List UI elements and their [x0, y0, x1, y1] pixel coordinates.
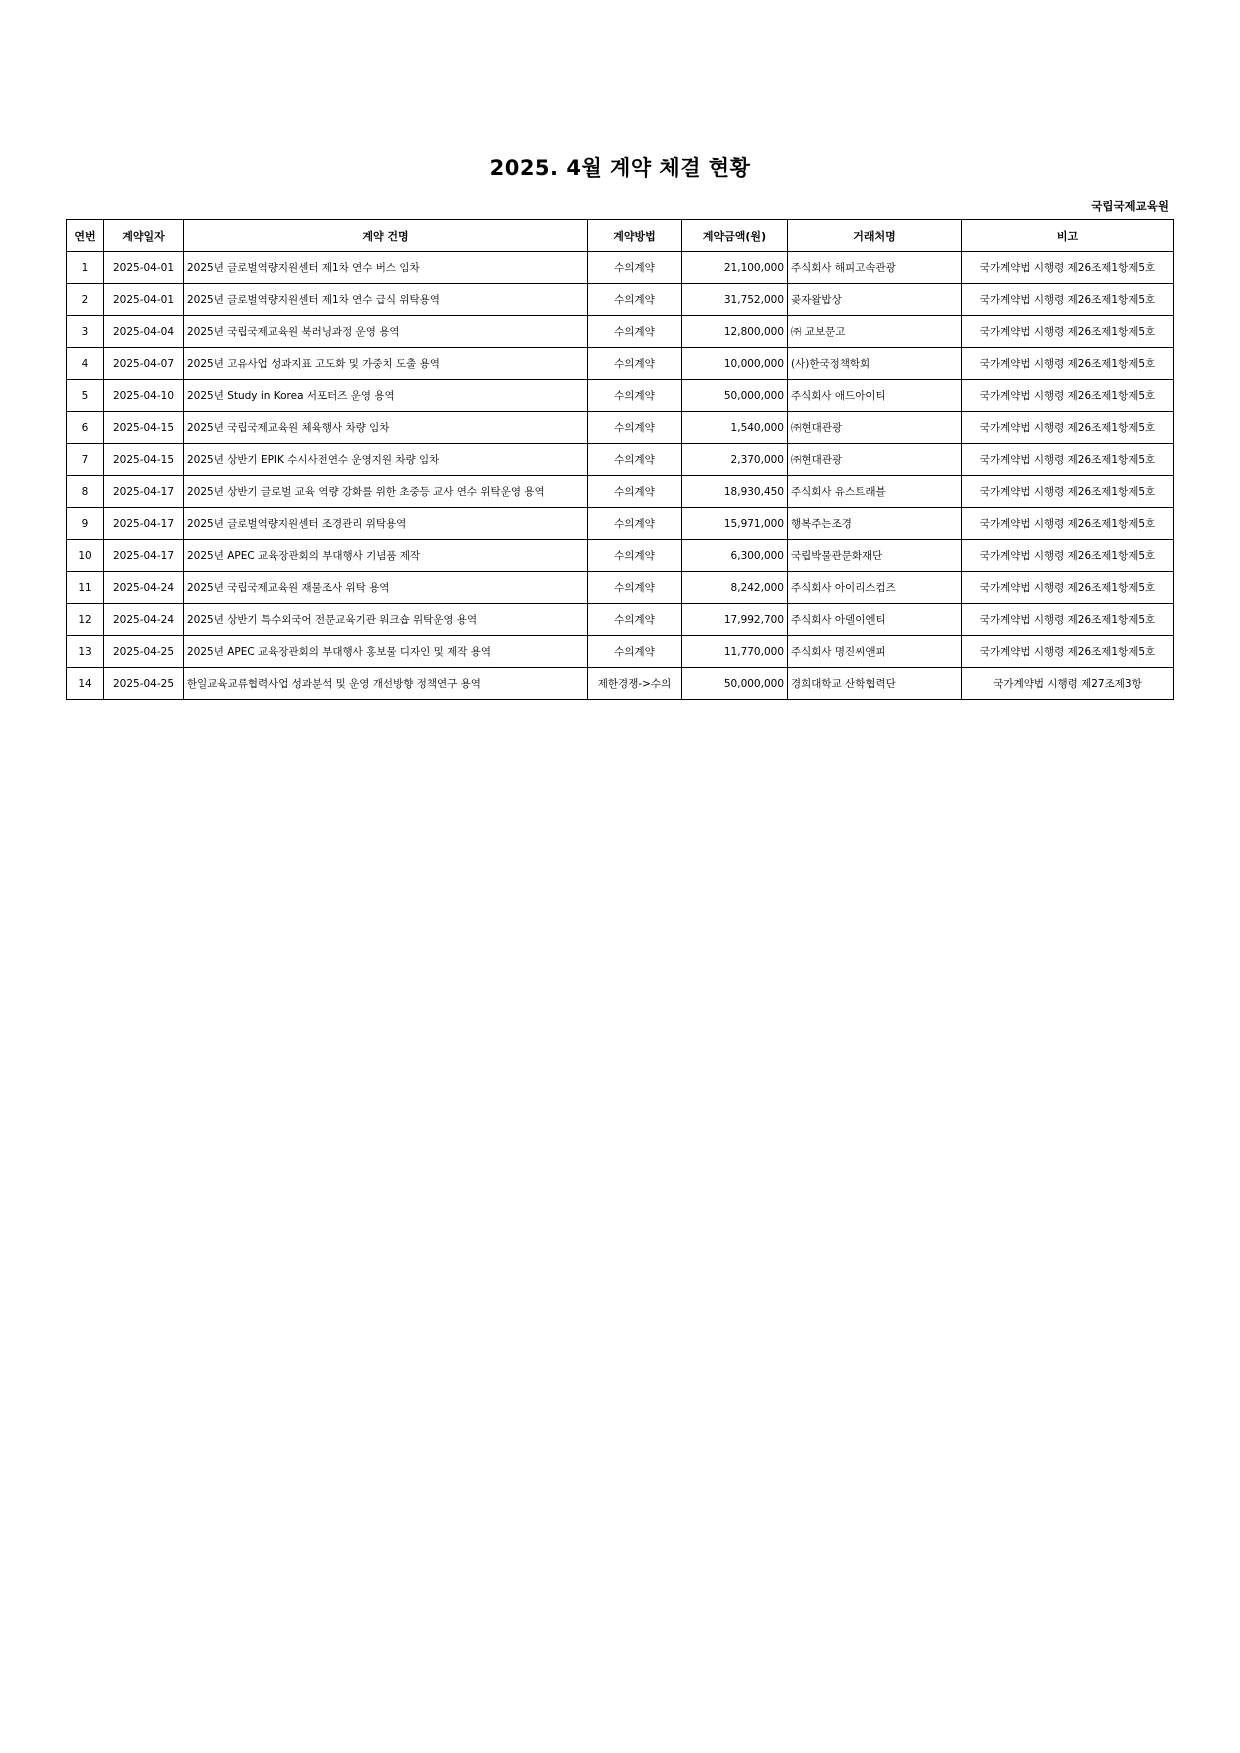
cell-remarks: 국가계약법 시행령 제26조제1항제5호 [962, 316, 1174, 348]
cell-contract-name: 2025년 글로벌역량지원센터 조경관리 위탁용역 [184, 508, 588, 540]
cell-no: 10 [67, 540, 104, 572]
cell-method: 수의계약 [588, 444, 682, 476]
cell-date: 2025-04-07 [104, 348, 184, 380]
cell-no: 6 [67, 412, 104, 444]
table-row [67, 476, 1174, 508]
cell-remarks: 국가계약법 시행령 제26조제1항제5호 [962, 572, 1174, 604]
cell-no: 5 [67, 380, 104, 412]
cell-remarks: 국가계약법 시행령 제26조제1항제5호 [962, 412, 1174, 444]
cell-amount: 50,000,000 [682, 380, 788, 412]
cell-vendor: 주식회사 아델이엔티 [788, 604, 962, 636]
cell-amount: 12,800,000 [682, 316, 788, 348]
cell-contract-name: 2025년 상반기 글로벌 교육 역량 강화를 위한 초중등 교사 연수 위탁운영 용역 [184, 476, 588, 508]
cell-method: 수의계약 [588, 284, 682, 316]
cell-amount: 17,992,700 [682, 604, 788, 636]
cell-date: 2025-04-24 [104, 572, 184, 604]
header-no: 연번 [67, 220, 104, 252]
cell-amount: 11,770,000 [682, 636, 788, 668]
cell-remarks: 국가계약법 시행령 제27조제3항 [962, 668, 1174, 700]
cell-date: 2025-04-01 [104, 284, 184, 316]
cell-vendor: 행복주는조경 [788, 508, 962, 540]
cell-vendor: 주식회사 명진씨앤피 [788, 636, 962, 668]
cell-vendor: ㈜ 교보문고 [788, 316, 962, 348]
cell-remarks: 국가계약법 시행령 제26조제1항제5호 [962, 476, 1174, 508]
table-row [67, 348, 1174, 380]
cell-method: 수의계약 [588, 252, 682, 284]
cell-contract-name: 2025년 글로벌역량지원센터 제1차 연수 급식 위탁용역 [184, 284, 588, 316]
cell-contract-name: 2025년 고유사업 성과지표 고도화 및 가중치 도출 용역 [184, 348, 588, 380]
header-vendor: 거래처명 [788, 220, 962, 252]
cell-no: 7 [67, 444, 104, 476]
page-title: 2025. 4월 계약 체결 현황 [489, 156, 751, 180]
cell-amount: 6,300,000 [682, 540, 788, 572]
cell-remarks: 국가계약법 시행령 제26조제1항제5호 [962, 252, 1174, 284]
cell-contract-name: 2025년 상반기 EPIK 수시사전연수 운영지원 차량 임차 [184, 444, 588, 476]
cell-date: 2025-04-10 [104, 380, 184, 412]
table-row [67, 412, 1174, 444]
cell-amount: 18,930,450 [682, 476, 788, 508]
cell-no: 9 [67, 508, 104, 540]
table-row [67, 316, 1174, 348]
cell-no: 12 [67, 604, 104, 636]
cell-date: 2025-04-15 [104, 444, 184, 476]
cell-date: 2025-04-17 [104, 508, 184, 540]
cell-date: 2025-04-25 [104, 636, 184, 668]
cell-vendor: 주식회사 유스트래블 [788, 476, 962, 508]
table-row [67, 636, 1174, 668]
cell-date: 2025-04-04 [104, 316, 184, 348]
cell-vendor: 경희대학교 산학협력단 [788, 668, 962, 700]
cell-method: 제한경쟁->수의 [588, 668, 682, 700]
cell-amount: 21,100,000 [682, 252, 788, 284]
table-row [67, 668, 1174, 700]
cell-remarks: 국가계약법 시행령 제26조제1항제5호 [962, 380, 1174, 412]
cell-remarks: 국가계약법 시행령 제26조제1항제5호 [962, 604, 1174, 636]
cell-vendor: 곶자왈밥상 [788, 284, 962, 316]
table-row [67, 444, 1174, 476]
cell-method: 수의계약 [588, 476, 682, 508]
cell-method: 수의계약 [588, 348, 682, 380]
cell-date: 2025-04-17 [104, 540, 184, 572]
cell-vendor: 주식회사 해피고속관광 [788, 252, 962, 284]
table-row [67, 604, 1174, 636]
table-header-row [67, 220, 1174, 252]
cell-amount: 1,540,000 [682, 412, 788, 444]
table-row [67, 252, 1174, 284]
table-row [67, 284, 1174, 316]
cell-contract-name: 2025년 APEC 교육장관회의 부대행사 홍보물 디자인 및 제작 용역 [184, 636, 588, 668]
header-method: 계약방법 [588, 220, 682, 252]
cell-contract-name: 2025년 글로벌역량지원센터 제1차 연수 버스 임차 [184, 252, 588, 284]
cell-no: 1 [67, 252, 104, 284]
cell-vendor: 국립박물관문화재단 [788, 540, 962, 572]
header-amount: 계약금액(원) [682, 220, 788, 252]
cell-no: 11 [67, 572, 104, 604]
cell-remarks: 국가계약법 시행령 제26조제1항제5호 [962, 540, 1174, 572]
cell-amount: 10,000,000 [682, 348, 788, 380]
cell-remarks: 국가계약법 시행령 제26조제1항제5호 [962, 284, 1174, 316]
cell-vendor: ㈜현대관광 [788, 444, 962, 476]
cell-contract-name: 2025년 Study in Korea 서포터즈 운영 용역 [184, 380, 588, 412]
cell-no: 14 [67, 668, 104, 700]
cell-method: 수의계약 [588, 508, 682, 540]
cell-contract-name: 2025년 국립국제교육원 북러닝과정 운영 용역 [184, 316, 588, 348]
cell-method: 수의계약 [588, 540, 682, 572]
cell-method: 수의계약 [588, 380, 682, 412]
cell-method: 수의계약 [588, 572, 682, 604]
header-date: 계약일자 [104, 220, 184, 252]
cell-remarks: 국가계약법 시행령 제26조제1항제5호 [962, 444, 1174, 476]
cell-contract-name: 2025년 국립국제교육원 재물조사 위탁 용역 [184, 572, 588, 604]
cell-amount: 2,370,000 [682, 444, 788, 476]
cell-date: 2025-04-01 [104, 252, 184, 284]
cell-date: 2025-04-17 [104, 476, 184, 508]
table-row [67, 380, 1174, 412]
cell-vendor: ㈜현대관광 [788, 412, 962, 444]
cell-amount: 50,000,000 [682, 668, 788, 700]
cell-amount: 31,752,000 [682, 284, 788, 316]
table-row [67, 508, 1174, 540]
cell-method: 수의계약 [588, 604, 682, 636]
cell-contract-name: 2025년 APEC 교육장관회의 부대행사 기념품 제작 [184, 540, 588, 572]
header-remarks: 비고 [962, 220, 1174, 252]
cell-no: 3 [67, 316, 104, 348]
cell-no: 8 [67, 476, 104, 508]
organization-label: 국립국제교육원 [1091, 199, 1169, 213]
cell-amount: 8,242,000 [682, 572, 788, 604]
cell-method: 수의계약 [588, 316, 682, 348]
cell-method: 수의계약 [588, 636, 682, 668]
cell-date: 2025-04-24 [104, 604, 184, 636]
cell-contract-name: 2025년 상반기 특수외국어 전문교육기관 워크숍 위탁운영 용역 [184, 604, 588, 636]
cell-no: 4 [67, 348, 104, 380]
cell-vendor: 주식회사 아이리스컴즈 [788, 572, 962, 604]
cell-method: 수의계약 [588, 412, 682, 444]
cell-contract-name: 2025년 국립국제교육원 체육행사 차량 임차 [184, 412, 588, 444]
contracts-table [66, 219, 1174, 700]
table-row [67, 540, 1174, 572]
cell-date: 2025-04-15 [104, 412, 184, 444]
cell-remarks: 국가계약법 시행령 제26조제1항제5호 [962, 508, 1174, 540]
header-name: 계약 건명 [184, 220, 588, 252]
table-row [67, 572, 1174, 604]
cell-remarks: 국가계약법 시행령 제26조제1항제5호 [962, 636, 1174, 668]
cell-vendor: (사)한국정책학회 [788, 348, 962, 380]
cell-remarks: 국가계약법 시행령 제26조제1항제5호 [962, 348, 1174, 380]
cell-no: 13 [67, 636, 104, 668]
cell-contract-name: 한일교육교류협력사업 성과분석 및 운영 개선방향 정책연구 용역 [184, 668, 588, 700]
cell-amount: 15,971,000 [682, 508, 788, 540]
cell-date: 2025-04-25 [104, 668, 184, 700]
cell-no: 2 [67, 284, 104, 316]
cell-vendor: 주식회사 애드아이티 [788, 380, 962, 412]
